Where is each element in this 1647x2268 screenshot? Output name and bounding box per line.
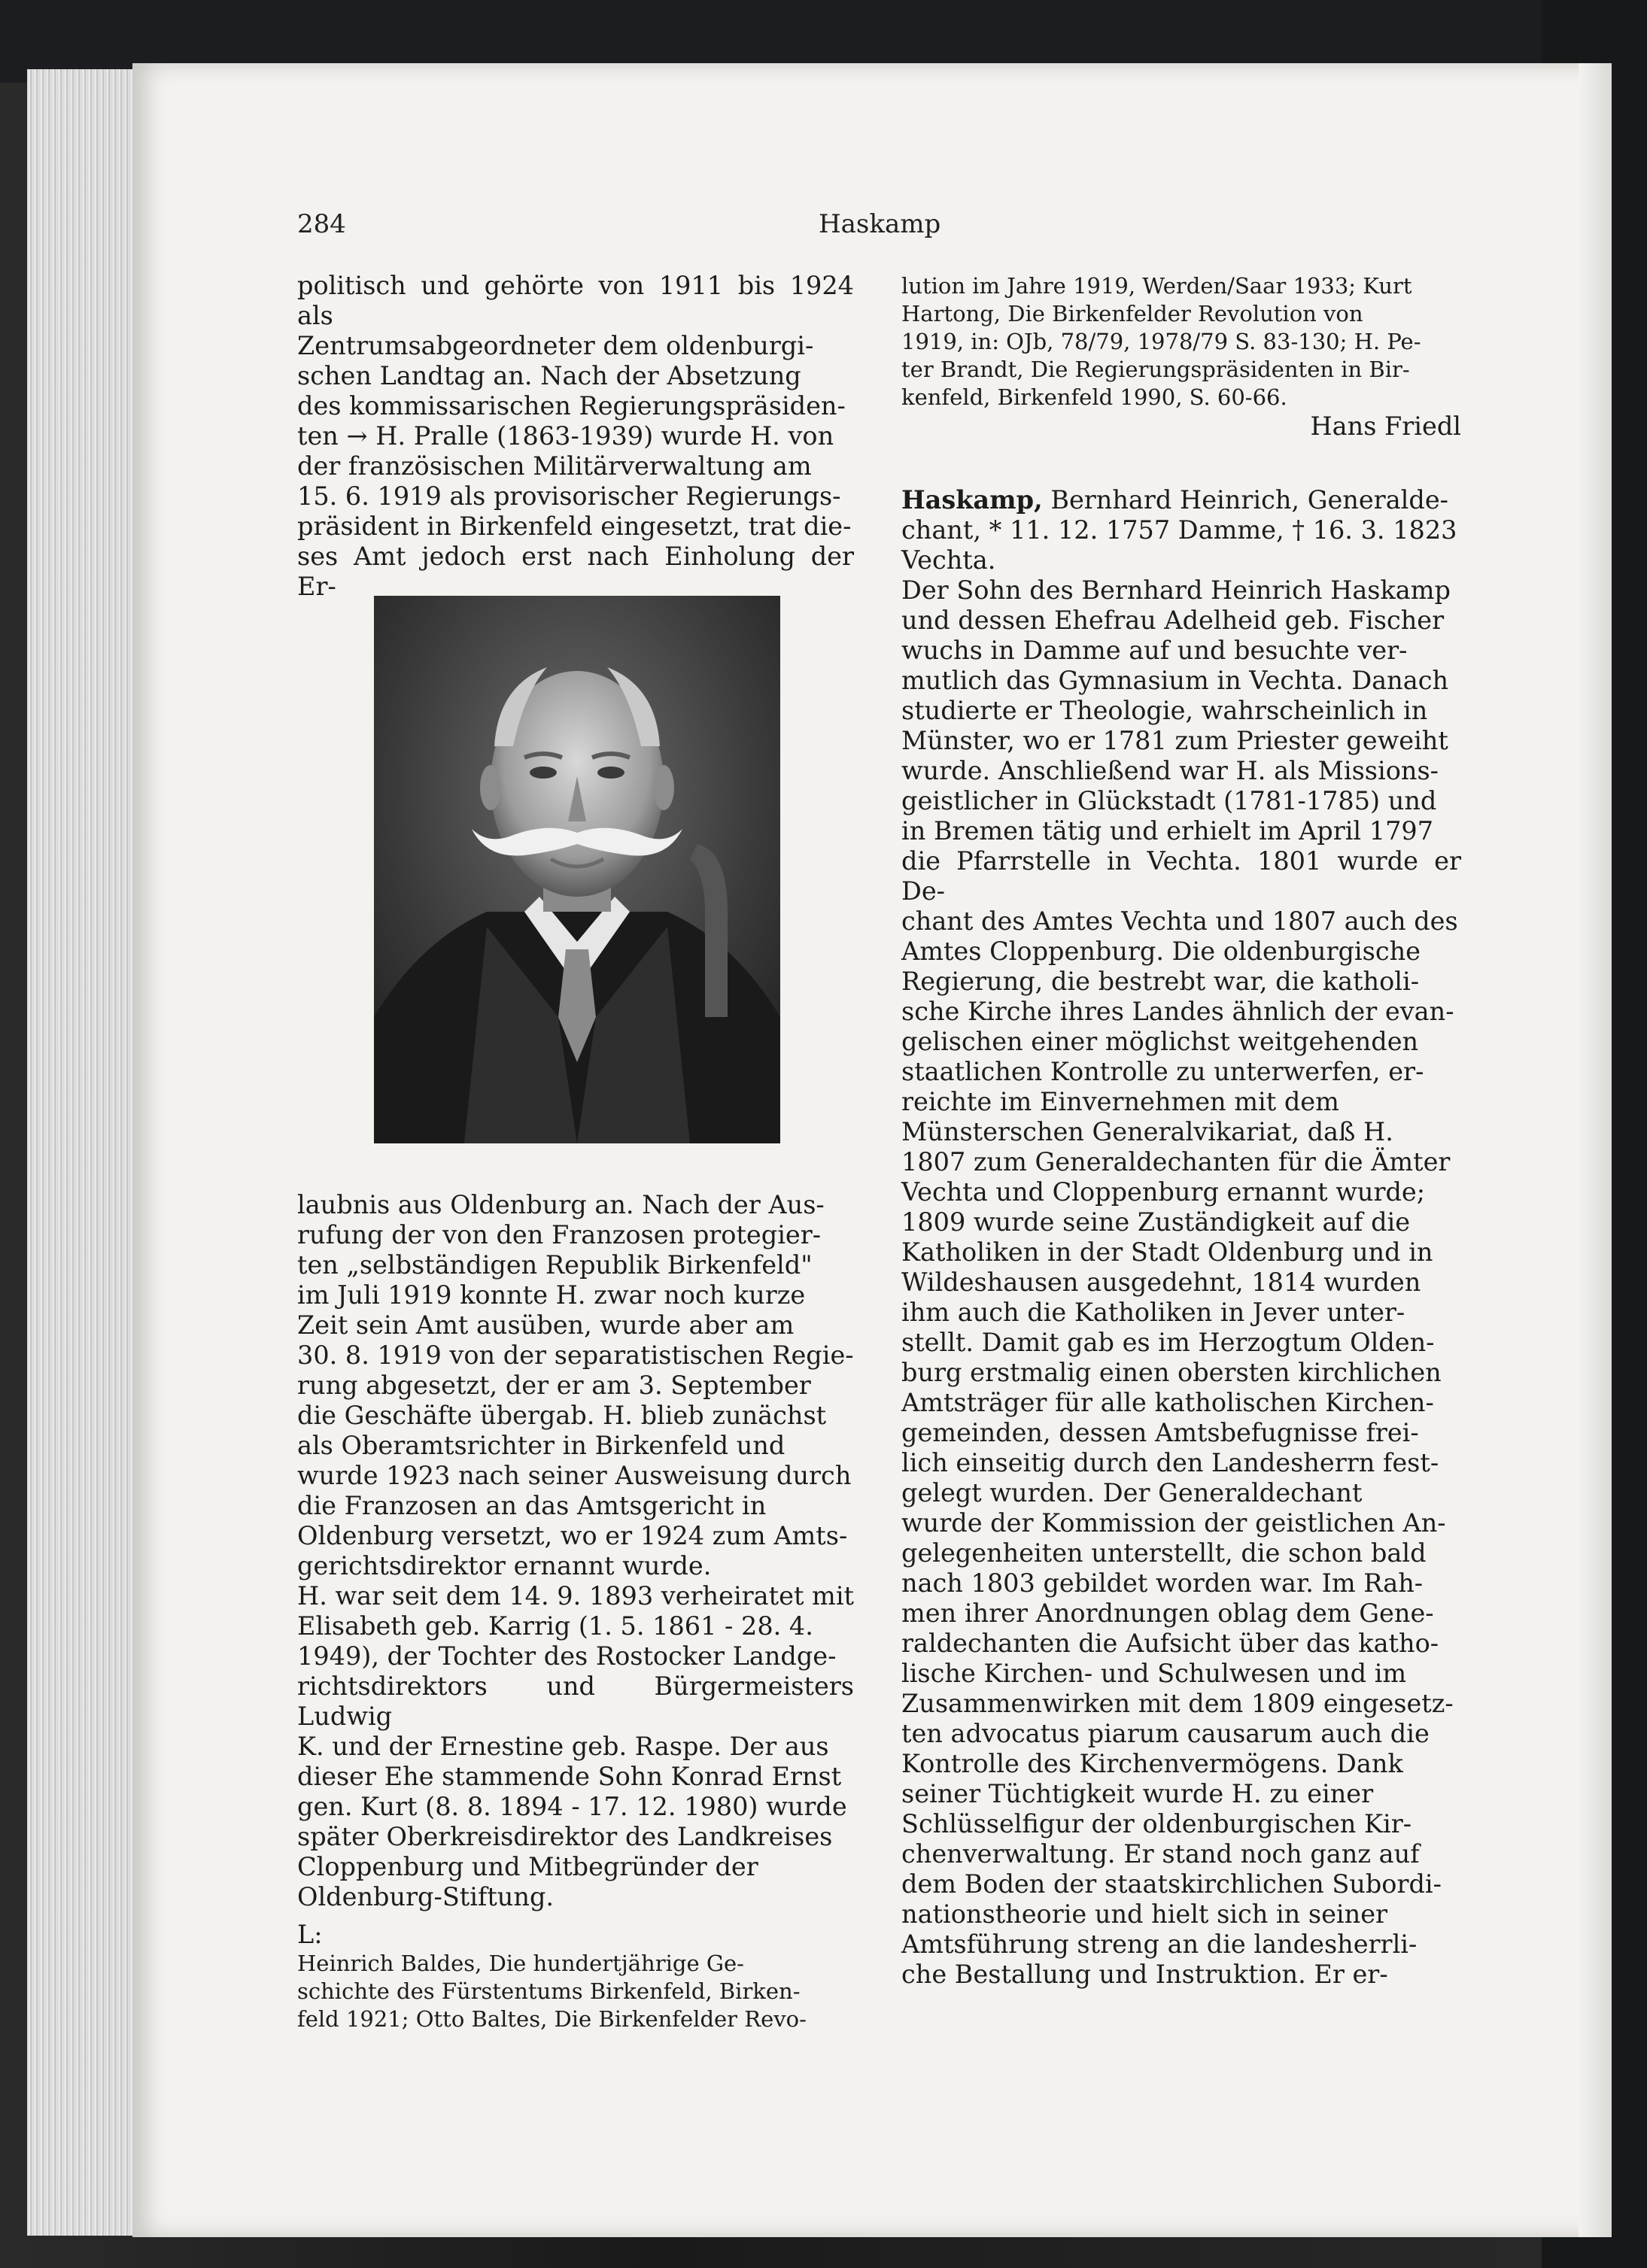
spacer: [297, 1912, 854, 1915]
text-line: 1809 wurde seine Zuständigkeit auf die: [901, 1207, 1411, 1237]
entry-heading-rest: Bernhard Heinrich, Generalde-: [1042, 485, 1448, 515]
text-line: Zusammenwirken mit dem 1809 eingesetz-: [901, 1689, 1454, 1718]
text-line: nationstheorie und hielt sich in seiner: [901, 1899, 1388, 1929]
entry-heading-line: chant, * 11. 12. 1757 Damme, † 16. 3. 1823: [901, 515, 1457, 545]
text-line: mutlich das Gymnasium in Vechta. Danach: [901, 666, 1449, 695]
text-line: Vechta und Cloppenburg ernannt wurde;: [901, 1177, 1426, 1207]
text-line: rung abgesetzt, der er am 3. September: [297, 1371, 811, 1400]
page-edges: [27, 69, 140, 2236]
text-line: 30. 8. 1919 von der separatistischen Regie-: [297, 1340, 854, 1370]
text-line: und dessen Ehefrau Adelheid geb. Fischer: [901, 606, 1445, 635]
text-line: wurde der Kommission der geistlichen An-: [901, 1508, 1446, 1538]
text-line: chenverwaltung. Er stand noch ganz auf: [901, 1839, 1420, 1869]
text-line: ses Amt jedoch erst nach Einholung der Er-: [297, 542, 854, 601]
author-signature: Hans Friedl: [1310, 411, 1461, 441]
text-line: präsident in Birkenfeld eingesetzt, trat die-: [297, 512, 852, 541]
running-title: Haskamp: [819, 209, 941, 239]
text-line: später Oberkreisdirektor des Landkreises: [297, 1822, 833, 1851]
text-line: Schlüsselfigur der oldenburgischen Kir-: [901, 1809, 1412, 1838]
portrait-photo: [374, 596, 780, 1143]
literature-line: lution im Jahre 1919, Werden/Saar 1933; Kurt: [901, 273, 1412, 299]
text-line: richtsdirektors und Bürgermeisters Ludwig: [297, 1671, 854, 1731]
entry-headword: Haskamp,: [901, 485, 1043, 515]
entry-heading-line: Vechta.: [901, 545, 996, 575]
text-line: stellt. Damit gab es im Herzogtum Olden-: [901, 1328, 1435, 1357]
text-line: Zentrumsabgeordneter dem oldenburgi-: [297, 331, 814, 360]
text-line: Amtes Cloppenburg. Die oldenburgische: [901, 937, 1421, 966]
text-line: als Oberamtsrichter in Birkenfeld und: [297, 1431, 786, 1460]
text-line: Zeit sein Amt ausüben, wurde aber am: [297, 1310, 795, 1340]
entry-heading: [901, 485, 1461, 515]
literature-line: feld 1921; Otto Baltes, Die Birkenfelder Revo-: [297, 2006, 807, 2032]
text-line: wurde 1923 nach seiner Ausweisung durch: [297, 1461, 852, 1490]
literature-line: Hartong, Die Birkenfelder Revolution von: [901, 301, 1363, 326]
left-column-bottom: [297, 1190, 854, 2033]
text-line: Oldenburg-Stiftung.: [297, 1882, 555, 1911]
text-line: Wildeshausen ausgedehnt, 1814 wurden: [901, 1268, 1421, 1297]
text-line: sche Kirche ihres Landes ähnlich der evan-: [901, 997, 1454, 1026]
text-line: gelegenheiten unterstellt, die schon bald: [901, 1538, 1427, 1568]
text-line: wuchs in Damme auf und besuchte ver-: [901, 636, 1408, 665]
text-line: staatlichen Kontrolle zu unterwerfen, er-: [901, 1057, 1424, 1086]
text-line: reichte im Einvernehmen mit dem: [901, 1087, 1339, 1116]
text-line: gemeinden, dessen Amtsbefugnisse frei-: [901, 1418, 1419, 1447]
text-line: Münster, wo er 1781 zum Priester geweiht: [901, 726, 1448, 755]
text-line: lich einseitig durch den Landesherrn fest-: [901, 1448, 1439, 1477]
text-line: studierte er Theologie, wahrscheinlich in: [901, 696, 1428, 725]
text-line: H. war seit dem 14. 9. 1893 verheiratet mit: [297, 1581, 854, 1611]
literature-line: ter Brandt, Die Regierungspräsidenten in Bir-: [901, 357, 1410, 382]
text-line: 15. 6. 1919 als provisorischer Regierungs-: [297, 481, 841, 511]
text-line: in Bremen tätig und erhielt im April 1797: [901, 816, 1434, 846]
spacer: [901, 442, 1461, 485]
text-line: lische Kirchen- und Schulwesen und im: [901, 1659, 1407, 1688]
text-line: Katholiken in der Stadt Oldenburg und in: [901, 1237, 1433, 1267]
text-line: gen. Kurt (8. 8. 1894 - 17. 12. 1980) wurde: [297, 1792, 847, 1821]
text-line: Cloppenburg und Mitbegründer der: [297, 1852, 758, 1881]
text-line: nach 1803 gebildet worden war. Im Rah-: [901, 1568, 1424, 1598]
literature-line: kenfeld, Birkenfeld 1990, S. 60-66.: [901, 384, 1287, 410]
text-line: Elisabeth geb. Karrig (1. 5. 1861 - 28. 4.: [297, 1611, 813, 1641]
text-line: ten → H. Pralle (1863-1939) wurde H. von: [297, 421, 834, 451]
text-line: im Juli 1919 konnte H. zwar noch kurze: [297, 1280, 806, 1310]
text-line: Oldenburg versetzt, wo er 1924 zum Amts-: [297, 1521, 848, 1550]
text-line: rufung der von den Franzosen protegier-: [297, 1220, 822, 1249]
text-line: die Pfarrstelle in Vechta. 1801 wurde er De-: [901, 846, 1461, 906]
text-line: raldechanten die Aufsicht über das katho-: [901, 1629, 1439, 1658]
right-column: [901, 272, 1461, 1990]
text-line: seiner Tüchtigkeit wurde H. zu einer: [901, 1779, 1374, 1808]
text-line: des kommissarischen Regierungspräsiden-: [297, 391, 846, 421]
text-line: schen Landtag an. Nach der Absetzung: [297, 361, 801, 390]
literature-line: 1919, in: OJb, 78/79, 1978/79 S. 83-130; H. Pe-: [901, 329, 1421, 354]
text-line: die Franzosen an das Amtsgericht in: [297, 1491, 767, 1520]
text-line: Amtsführung streng an die landesherrli-: [901, 1929, 1418, 1959]
text-line: che Bestallung und Instruktion. Er er-: [901, 1960, 1388, 1989]
text-line: ten „selbständigen Republik Birkenfeld": [297, 1250, 813, 1280]
text-line: Der Sohn des Bernhard Heinrich Haskamp: [901, 575, 1451, 605]
literature-line: Heinrich Baldes, Die hundertjährige Ge-: [297, 1951, 744, 1976]
text-line: gelegt wurden. Der Generaldechant: [901, 1478, 1363, 1507]
page-gutter-shadow: [1579, 63, 1612, 2237]
text-line: die Geschäfte übergab. H. blieb zunächst: [297, 1401, 827, 1430]
literature-line: schichte des Fürstentums Birkenfeld, Birken-: [297, 1978, 801, 2004]
text-line: gerichtsdirektor ernannt wurde.: [297, 1551, 712, 1580]
text-line: laubnis aus Oldenburg an. Nach der Aus-: [297, 1190, 825, 1219]
text-line: K. und der Ernestine geb. Raspe. Der aus: [297, 1732, 829, 1761]
portrait-illustration: [374, 596, 780, 1143]
text-line: 1807 zum Generaldechanten für die Ämter: [901, 1147, 1451, 1177]
literature-label: L:: [297, 1920, 323, 1949]
text-line: Kontrolle des Kirchenvermögens. Dank: [901, 1749, 1403, 1778]
text-line: Münsterschen Generalvikariat, daß H.: [901, 1117, 1393, 1146]
text-line: Regierung, die bestrebt war, die katholi-: [901, 967, 1420, 996]
text-line: burg erstmalig einen obersten kirchlichen: [901, 1358, 1442, 1387]
text-line: men ihrer Anordnungen oblag dem Gene-: [901, 1599, 1434, 1628]
text-line: ten advocatus piarum causarum auch die: [901, 1719, 1430, 1748]
text-line: gelischen einer möglichst weitgehenden: [901, 1027, 1419, 1056]
text-line: Amtsträger für alle katholischen Kirchen-: [901, 1388, 1434, 1417]
text-line: wurde. Anschließend war H. als Missions-: [901, 756, 1439, 785]
text-line: ihm auch die Katholiken in Jever unter-: [901, 1298, 1405, 1327]
page-number: 284: [297, 209, 346, 239]
text-line: politisch und gehörte von 1911 bis 1924 als: [297, 271, 854, 330]
text-line: chant des Amtes Vechta und 1807 auch des: [901, 906, 1458, 936]
text-line: geistlicher in Glückstadt (1781-1785) und: [901, 786, 1437, 815]
text-line: dieser Ehe stammende Sohn Konrad Ernst: [297, 1762, 842, 1791]
text-line: der französischen Militärverwaltung am: [297, 451, 812, 481]
text-line: dem Boden der staatskirchlichen Subordi-: [901, 1869, 1442, 1899]
text-line: 1949), der Tochter des Rostocker Landge-: [297, 1641, 837, 1671]
left-column-top: [297, 271, 854, 602]
